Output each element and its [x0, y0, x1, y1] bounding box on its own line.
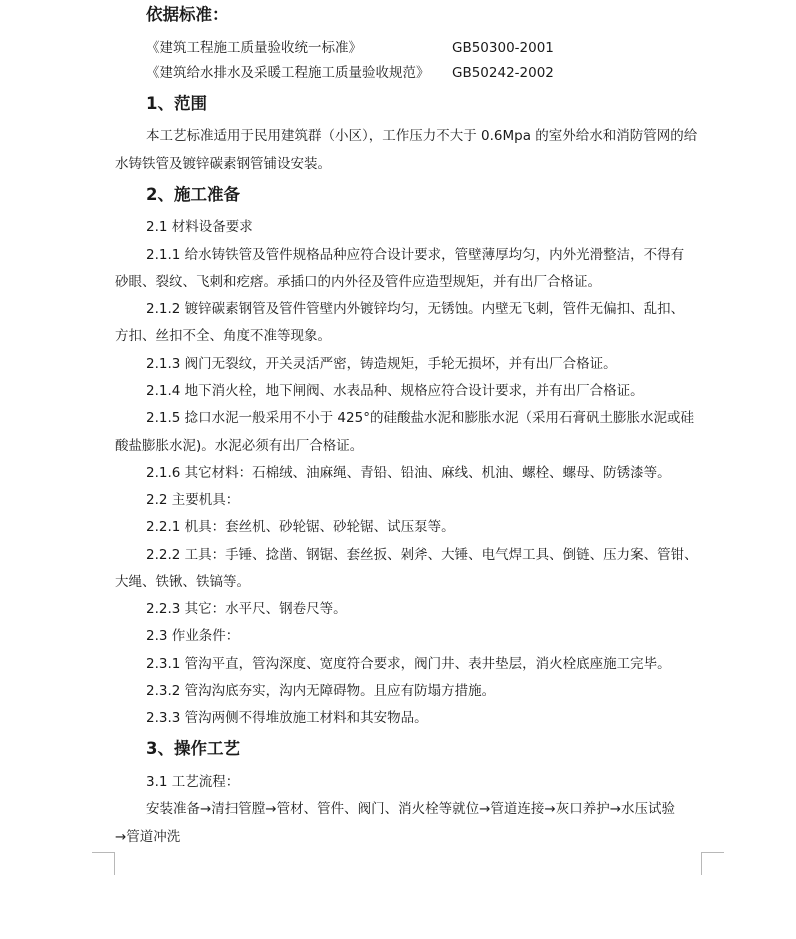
- paragraph-line: 2.3.3 管沟两侧不得堆放施工材料和其安物品。: [146, 710, 428, 726]
- paragraph-line: 2.2.1 机具：套丝机、砂轮锯、砂轮锯、试压泵等。: [146, 519, 455, 535]
- paragraph-line: 2.3.1 管沟平直，管沟深度、宽度符合要求，阀门井、表井垫层，消火栓底座施工完毕。: [146, 656, 671, 672]
- paragraph-line: 水铸铁管及镀锌碳素钢管铺设安装。: [115, 156, 331, 172]
- paragraph-line: 2.1.1 给水铸铁管及管件规格品种应符合设计要求，管壁薄厚均匀，内外光滑整洁，不得有: [146, 247, 685, 263]
- paragraph-line: 2.2 主要机具：: [146, 492, 240, 508]
- standard-code: GB50300-2001: [452, 40, 554, 56]
- crop-mark: [701, 852, 724, 875]
- paragraph-line: 本工艺标准适用于民用建筑群（小区），工作压力不大于 0.6Mpa 的室外给水和消防管网的给: [146, 128, 698, 144]
- basis-heading: 依据标准：: [146, 5, 229, 24]
- paragraph-line: 2.1.6 其它材料：石棉绒、油麻绳、青铅、铅油、麻线、机油、螺栓、螺母、防锈漆等。: [146, 465, 671, 481]
- paragraph-line: 3.1 工艺流程：: [146, 774, 240, 790]
- standard-name: 《建筑工程施工质量验收统一标准》: [146, 40, 362, 56]
- section-heading: 2、施工准备: [146, 185, 240, 204]
- paragraph-line: 2.1 材料设备要求: [146, 219, 253, 235]
- section-heading: 3、操作工艺: [146, 739, 240, 758]
- paragraph-line: 2.1.2 镀锌碳素钢管及管件管壁内外镀锌均匀，无锈蚀。内壁无飞刺，管件无偏扣、乱扣、: [146, 301, 685, 317]
- paragraph-line: 方扣、丝扣不全、角度不准等现象。: [115, 328, 331, 344]
- paragraph-line: 酸盐膨胀水泥)。水泥必须有出厂合格证。: [115, 438, 364, 454]
- paragraph-line: 2.1.5 捻口水泥一般采用不小于 425°的硅酸盐水泥和膨胀水泥（采用石膏矾土膨胀水泥或硅: [146, 410, 694, 426]
- paragraph-line: 2.3.2 管沟沟底夯实，沟内无障碍物。且应有防塌方措施。: [146, 683, 496, 699]
- paragraph-line: 2.2.2 工具：手锤、捻凿、钢锯、套丝扳、剁斧、大锤、电气焊工具、倒链、压力案、管钳、: [146, 547, 698, 563]
- paragraph-line: 2.1.3 阀门无裂纹，开关灵活严密，铸造规矩，手轮无损坏，并有出厂合格证。: [146, 356, 617, 372]
- paragraph-line: 2.2.3 其它：水平尺、钢卷尺等。: [146, 601, 347, 617]
- standard-name: 《建筑给水排水及采暖工程施工质量验收规范》: [146, 65, 430, 81]
- paragraph-line: →管道冲洗: [115, 829, 181, 845]
- paragraph-line: 大绳、铁锹、铁镐等。: [115, 574, 250, 590]
- standard-code: GB50242-2002: [452, 65, 554, 81]
- paragraph-line: 2.1.4 地下消火栓，地下闸阀、水表品种、规格应符合设计要求，并有出厂合格证。: [146, 383, 644, 399]
- crop-mark: [92, 852, 115, 875]
- paragraph-line: 安装准备→清扫管膛→管材、管件、阀门、消火栓等就位→管道连接→灰口养护→水压试验: [146, 801, 676, 817]
- paragraph-line: 2.3 作业条件：: [146, 628, 240, 644]
- paragraph-line: 砂眼、裂纹、飞刺和疙瘩。承插口的内外径及管件应造型规矩，并有出厂合格证。: [115, 274, 601, 290]
- section-heading: 1、范围: [146, 94, 207, 113]
